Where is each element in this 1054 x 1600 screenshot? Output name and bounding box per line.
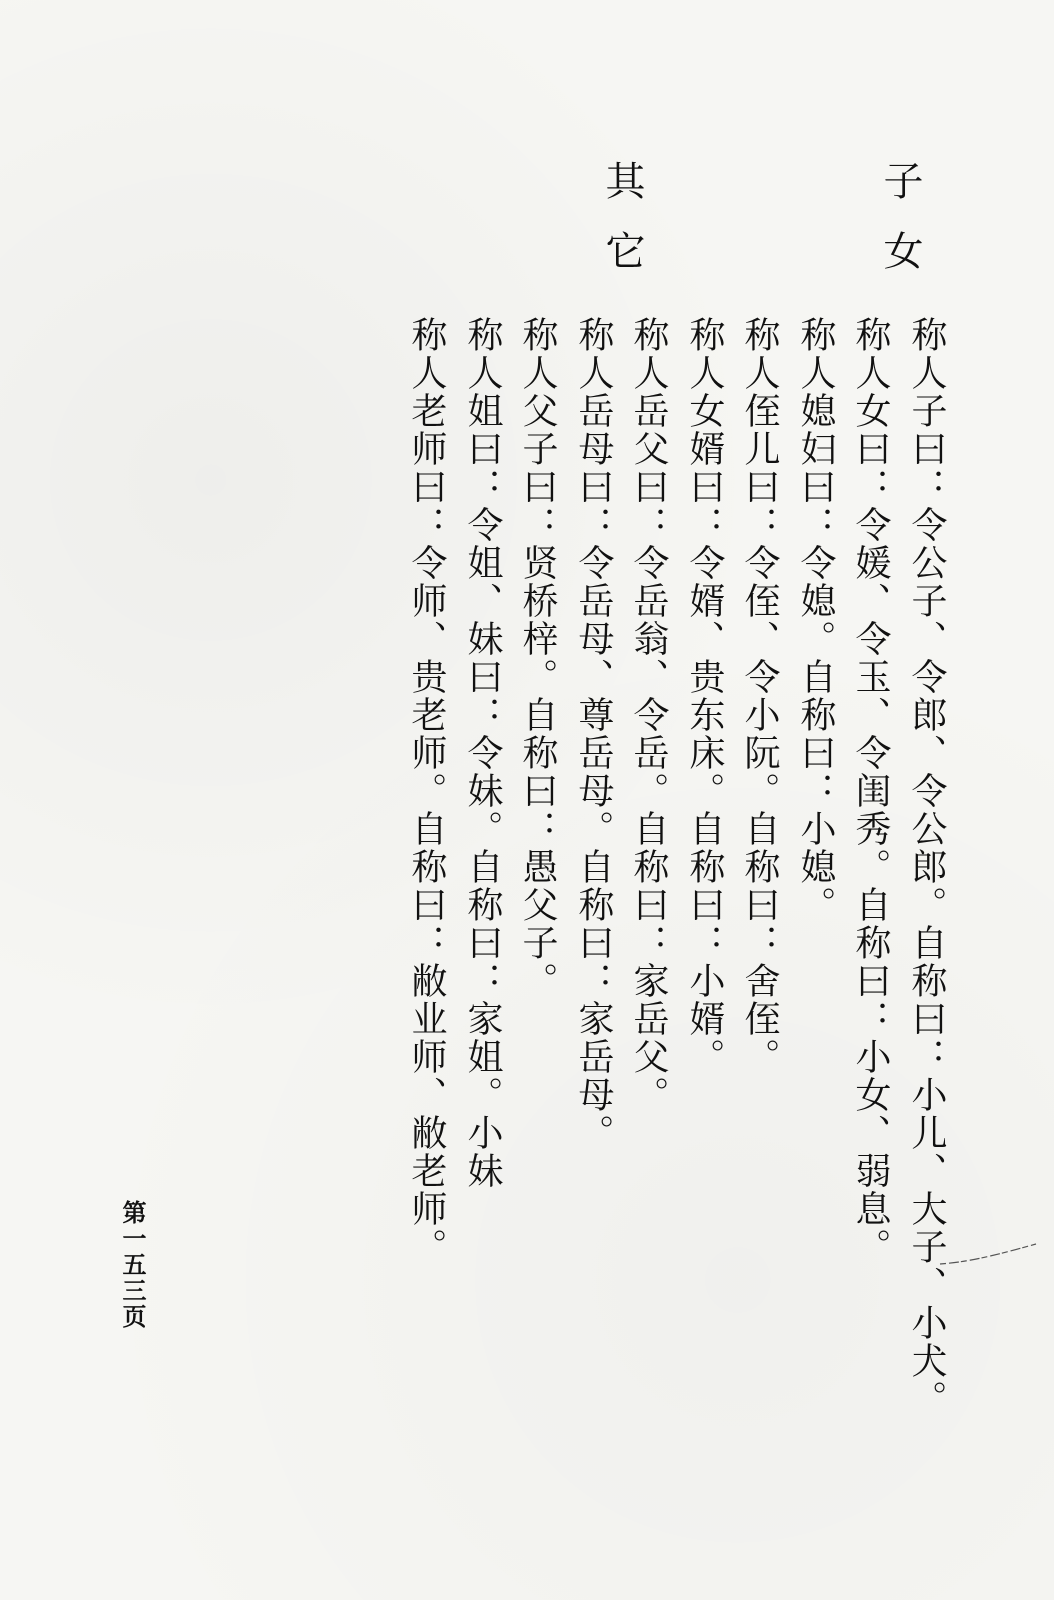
page-number: 第一五三页 <box>118 1200 147 1330</box>
pencil-mark <box>938 1242 1038 1266</box>
entry-daughter: 称人女曰：令媛、令玉、令闺秀。自称曰：小女、弱息。 <box>850 316 891 1266</box>
section-heading-children: 子女 <box>877 160 923 300</box>
entry-mother-in-law: 称人岳母曰：令岳母、尊岳母。自称曰：家岳母。 <box>573 316 614 1152</box>
entry-sisters: 称人姐曰：令姐、妹曰：令妹。自称曰：家姐。小妹 <box>462 316 503 1190</box>
entry-teacher: 称人老师曰：令师、贵老师。自称曰：敝业师、敝老师。 <box>406 316 447 1266</box>
entry-father-in-law: 称人岳父曰：令岳翁、令岳。自称曰：家岳父。 <box>628 316 669 1114</box>
entry-father-and-son: 称人父子曰：贤桥梓。自称曰：愚父子。 <box>517 316 558 1000</box>
entry-son: 称人子曰：令公子、令郎、令公郎。自称曰：小儿、大子、小犬。 <box>906 316 947 1418</box>
section-heading-others: 其它 <box>599 160 645 300</box>
entry-son-in-law: 称人女婿曰：令婿、贵东床。自称曰：小婿。 <box>684 316 725 1076</box>
entry-nephew: 称人侄儿曰：令侄、令小阮。自称曰：舍侄。 <box>739 316 780 1076</box>
entry-daughter-in-law: 称人媳妇曰：令媳。自称曰：小媳。 <box>795 316 836 924</box>
